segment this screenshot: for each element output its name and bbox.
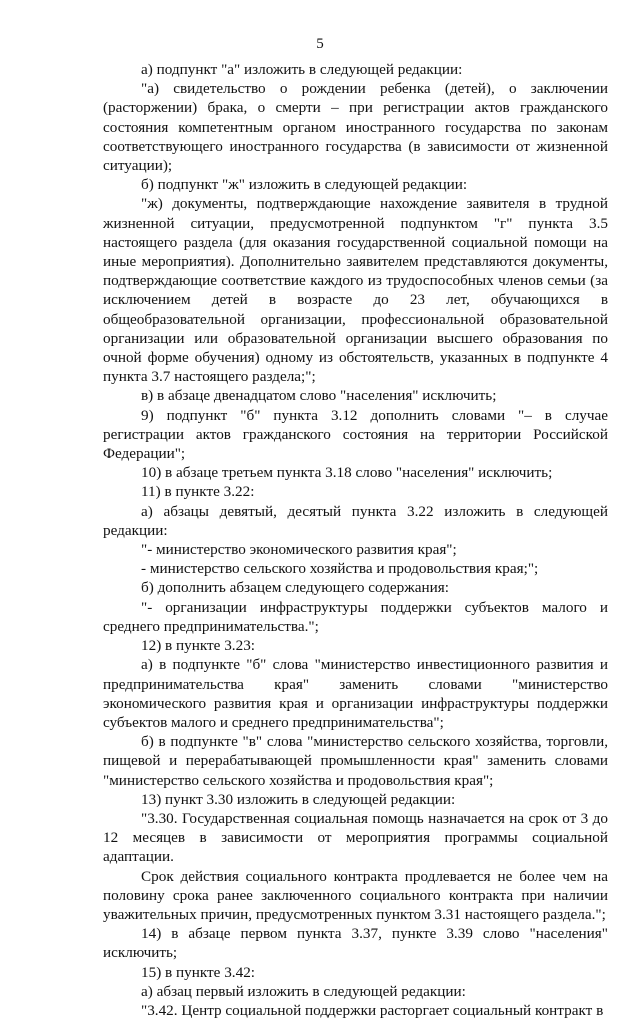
page-number: 5 [316,36,324,52]
paragraph-item-12: 12) в пункте 3.23: [141,637,256,655]
paragraph-item-10: 10) в абзаце третьем пункта 3.18 слово "населения" исключить; [141,464,553,482]
paragraph-item-15-a-text: "3.42. Центр социальной поддержки расторгает социальный контракт в [141,1001,604,1019]
paragraph-item-11: 11) в пункте 3.22: [141,483,255,501]
paragraph-item-12-b: б) в подпункте "в" слова "министерство сельского хозяйства, торговли, пищевой и перерабатывающей промышленности края" заменить словами "министерство сельского хозяйства и продовольствия края"; [103,733,608,789]
paragraph-item-14: 14) в абзаце первом пункта 3.37, пункте 3.39 слово "населения" исключить; [103,925,608,962]
paragraph-item-15-a: а) абзац первый изложить в следующей редакции: [141,982,466,1000]
paragraph-subitem-a-heading: а) подпункт "а" изложить в следующей редакции: [141,61,463,78]
paragraph-item-11-b-text: "- организации инфраструктуры поддержки субъектов малого и среднего предпринимательства."; [103,598,608,635]
paragraph-subitem-zh-heading: б) подпункт "ж" изложить в следующей редакции: [141,176,468,194]
paragraph-item-13-text-1: "3.30. Государственная социальная помощь назначается на срок от 3 до 12 месяцев в зависимости от мероприятия программы социальной адаптации. [103,809,608,866]
document-body [103,60,608,1020]
paragraph-item-11-a-line-1: "- министерство экономического развития края"; [141,541,457,559]
paragraph-subitem-a-text: "а) свидетельство о рождении ребенка (детей), о заключении (расторжении) брака, о смерти – при регистрации актов гражданского состояния компетентным органом иностранного государства по законам соответствующего иностранного государства (в зависимости от жизненной ситуации); [103,80,608,175]
paragraph-item-11-b: б) дополнить абзацем следующего содержания: [141,579,449,597]
paragraph-item-11-a-line-2: - министерство сельского хозяйства и продовольствия края;"; [141,560,539,578]
paragraph-subitem-v: в) в абзаце двенадцатом слово "населения" исключить; [141,387,497,405]
paragraph-item-13: 13) пункт 3.30 изложить в следующей редакции: [141,790,456,808]
paragraph-item-13-text-2: Срок действия социального контракта продлевается не более чем на половину срока ранее заключенного социального контракта при наличии уважительных причин, предусмотренных пунктом 3.31 настоящего раздела."; [103,867,608,923]
paragraph-item-15: 15) в пункте 3.42: [141,963,256,981]
paragraph-item-9: 9) подпункт "б" пункта 3.12 дополнить словами "– в случае регистрации актов гражданского состояния на территории Российской Федерации"; [103,406,608,463]
paragraph-subitem-zh-text: "ж) документы, подтверждающие нахождение заявителя в трудной жизненной ситуации, предусмотренной подпунктом "г" пункта 3.5 настоящего раздела (для оказания государственной социальной помощи на иные мероприятия). Дополнительно заявителем представляются документы, подтверждающие соответствие каждого из трудоспособных членов семьи (за исключением детей в возрасте до 23 лет, обучающихся в общеобразовательной организации, профессиональной образовательной организации или образовательной организации высшего образования по очной форме обучения) одному из обстоятельств, указанных в подпункте 4 пункта 3.7 настоящего раздела;"; [103,195,608,386]
paragraph-item-11-a: а) абзацы девятый, десятый пункта 3.22 изложить в следующей редакции: [103,502,608,539]
paragraph-item-12-a: а) в подпункте "б" слова "министерство инвестиционного развития и предпринимательства края" заменить словами "министерство экономического развития края и организации инфраструктуры поддержки субъектов малого и среднего предпринимательства"; [103,656,608,731]
